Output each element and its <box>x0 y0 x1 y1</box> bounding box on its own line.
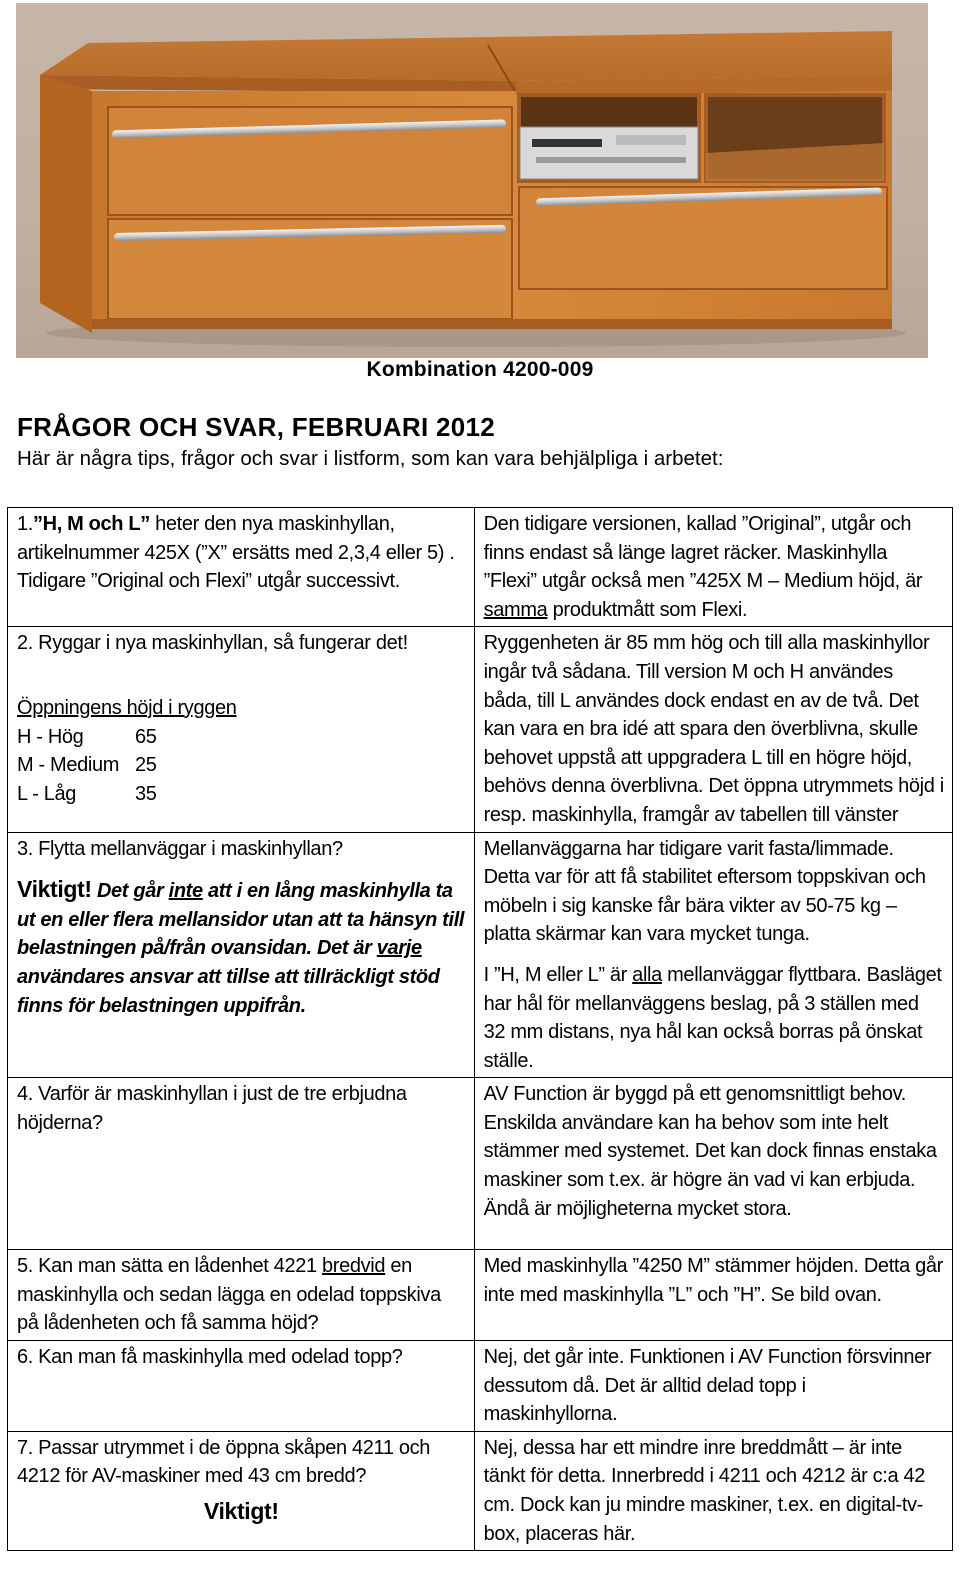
height-table-heading: Öppningens höjd i ryggen <box>17 696 237 719</box>
document-intro: Här är några tips, frågor och svar i listform, som kan vara behjälpliga i arbetet: <box>17 447 724 470</box>
table-row <box>8 508 953 627</box>
question-cell: 7. Passar utrymmet i de öppna skåpen 4211 och 4212 för AV-maskiner med 43 cm bredd? Viktigt! <box>8 1431 475 1550</box>
answer-cell: Nej, det går inte. Funktionen i AV Function försvinner dessutom då. Det är alltid delad topp i maskinhyllorna. <box>474 1341 952 1432</box>
table-row <box>8 1341 953 1432</box>
table-row <box>8 1431 953 1550</box>
answer-cell: Med maskinhylla ”4250 M” stämmer höjden. Detta går inte med maskinhylla ”L” och ”H”. Se bild ovan. <box>474 1250 952 1341</box>
question-cell: 5. Kan man sätta en lådenhet 4221 bredvid en maskinhylla och sedan lägga en odelad toppskiva på lådenheten och få samma höjd? <box>8 1250 475 1341</box>
answer-cell: Nej, dessa har ett mindre inre breddmått – är inte tänkt för detta. Innerbredd i 4211 och 4212 är c:a 42 cm. Dock kan ju mindre maskiner, t.ex. en digital-tv-box, placeras här. <box>474 1431 952 1550</box>
qa-table <box>7 507 953 1551</box>
important-label: Viktigt! <box>203 1498 279 1524</box>
tv-bench-illustration <box>16 3 928 358</box>
height-row-l: L - Låg 35 <box>17 782 157 805</box>
question-cell: 6. Kan man få maskinhylla med odelad topp? <box>8 1341 475 1432</box>
table-row <box>8 627 953 832</box>
product-names: ”H, M och L” <box>32 513 150 535</box>
important-label: Viktigt! <box>17 876 92 903</box>
table-row <box>8 1250 953 1341</box>
product-photo <box>16 3 928 358</box>
answer-cell: Mellanväggarna har tidigare varit fasta/limmade. Detta var för att få stabilitet eftersom toppskivan och möbeln i sig kanske får bära vikter av 50-75 kg – platta skärmar kan vara mycket tunga. I ”H, M eller L” är alla mellanväggar flyttbara. Basläget har hål för mellanväggens beslag, på 3 ställen med 32 mm distans, nya hål kan också borras på önskat ställe. <box>474 832 952 1078</box>
answer-cell: Den tidigare versionen, kallad ”Original”, utgår och finns endast så länge lagret räcker. Maskinhylla ”Flexi” utgår också men ”425X M – Medium höjd, är samma produktmått som Flexi. <box>474 508 952 627</box>
height-row-m: M - Medium 25 <box>17 754 157 777</box>
table-row <box>8 832 953 1078</box>
answer-cell: AV Function är byggd på ett genomsnittligt behov. Enskilda användare kan ha behov som inte helt stämmer med systemet. Det kan dock finnas enstaka maskiner som t.ex. är högre än vad vi kan erbjuda. Ändå är möjligheterna mycket stora. <box>474 1078 952 1250</box>
height-row-h: H - Hög 65 <box>17 725 157 748</box>
document-title: FRÅGOR OCH SVAR, FEBRUARI 2012 <box>17 412 496 442</box>
height-table <box>17 723 466 809</box>
photo-caption: Kombination 4200-009 <box>366 358 594 381</box>
question-cell: 2. Ryggar i nya maskinhyllan, så fungerar det! Öppningens höjd i ryggen H - Hög 65 M - Medium 25 L - Låg 35 <box>8 627 475 832</box>
question-cell: 4. Varför är maskinhyllan i just de tre erbjudna höjderna? <box>8 1078 475 1250</box>
question-cell: 1.”H, M och L” heter den nya maskinhyllan, artikelnummer 425X (”X” ersätts med 2,3,4 eller 5) . Tidigare ”Original och Flexi” utgår successivt. <box>8 508 475 627</box>
answer-cell: Ryggenheten är 85 mm hög och till alla maskinhyllor ingår två sådana. Till version M och H användes båda, till L användes dock endast en av de två. Det kan vara en bra idé att spara den överblivna, skulle behovet uppstå att uppgradera L till en högre höjd, behövs denna överblivna. Det öppna utrymmets höjd i resp. maskinhylla, framgår av tabellen till vänster <box>474 627 952 832</box>
table-row <box>8 1078 953 1250</box>
question-cell: 3. Flytta mellanväggar i maskinhyllan? Viktigt! Det går inte att i en lång maskinhylla ta ut en eller flera mellansidor utan att ta hänsyn till belastningen på/från ovansidan. Det är varje användares ansvar att tillse att tillräckligt stöd finns för belastningen uppifrån. <box>8 832 475 1078</box>
